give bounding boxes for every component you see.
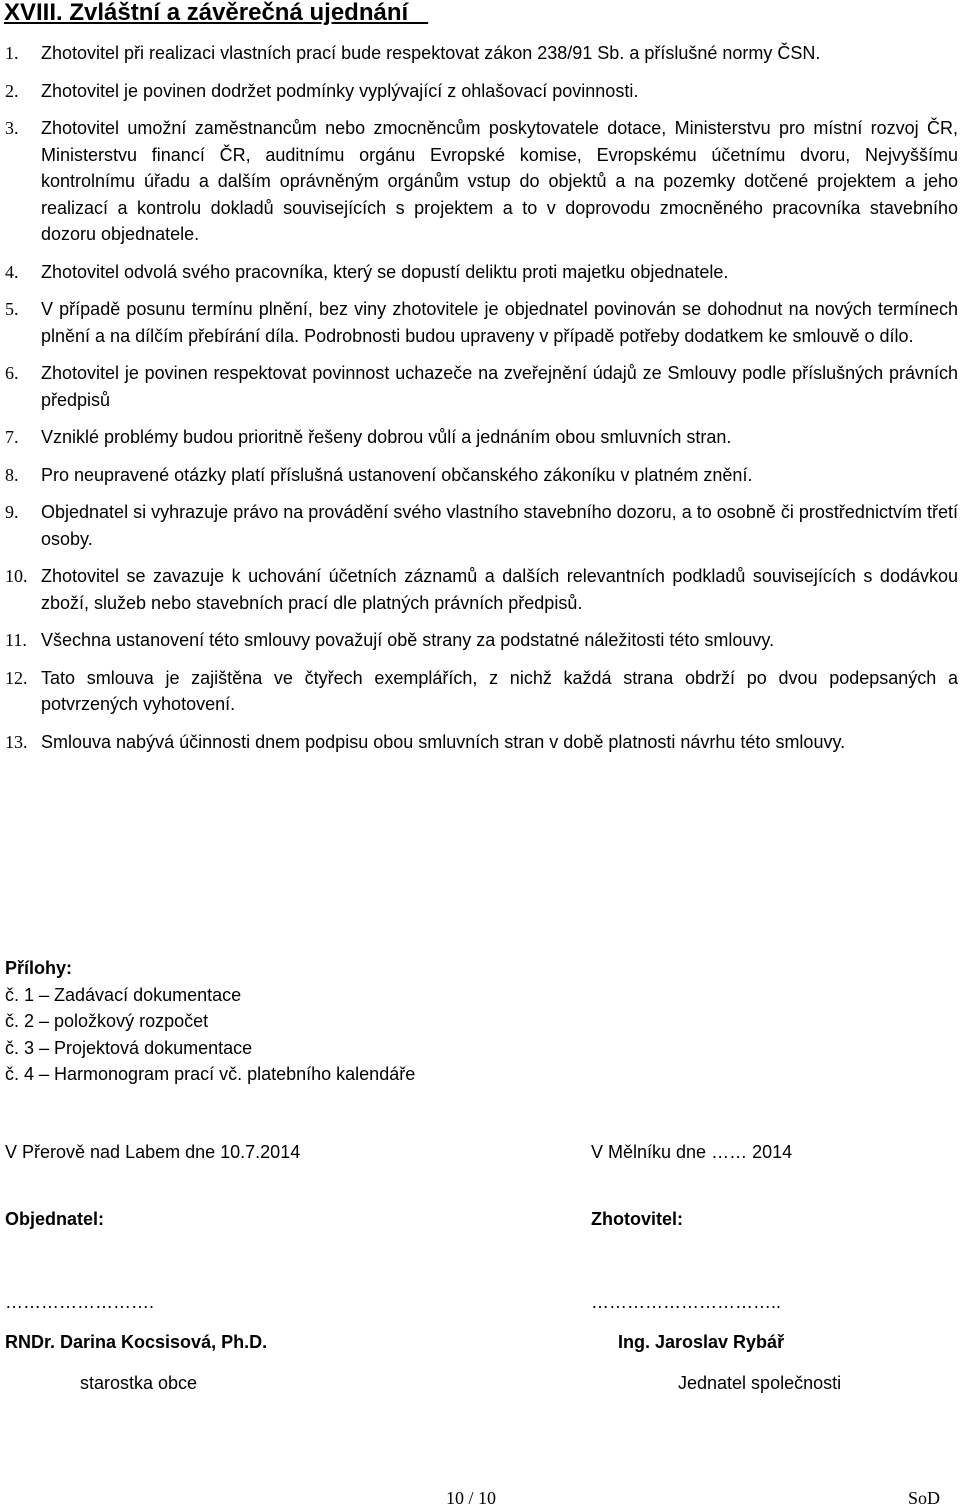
clause-item bbox=[0, 40, 960, 67]
clause-text: Tato smlouva je zajištěna ve čtyřech exemplářích, z nichž každá strana obdrží po dvou podepsaných a potvrzených vyhotovení. bbox=[41, 667, 958, 714]
clause-number: 8. bbox=[5, 464, 19, 485]
annex-block bbox=[5, 955, 415, 1088]
annex-item: č. 2 – položkový rozpočet bbox=[5, 1011, 209, 1031]
clause-number: 1. bbox=[5, 43, 19, 63]
right-signature-line: ………………………….. bbox=[591, 1292, 782, 1312]
right-signatory-title: Jednatel společnosti bbox=[678, 1373, 842, 1393]
clause-text: Zhotovitel je povinen dodržet podmínky vyplývající z ohlašovací povinnosti. bbox=[41, 80, 639, 101]
clause-item bbox=[0, 296, 960, 349]
left-signature-line: ……………………. bbox=[5, 1292, 155, 1312]
clause-number: 4. bbox=[5, 261, 19, 282]
clause-text: Zhotovitel při realizaci vlastních prací bude respektovat zákon 238/91 Sb. a příslušné normy ČSN. bbox=[41, 43, 821, 63]
clause-text: Smlouva nabývá účinnosti dnem podpisu obou smluvních stran v době platnosti návrhu této smlouvy. bbox=[41, 731, 846, 752]
clause-item bbox=[0, 627, 960, 654]
clause-item bbox=[0, 424, 960, 451]
section-title: XVIII. Zvláštní a závěrečná ujednání bbox=[4, 0, 429, 26]
page-number: 10 / 10 bbox=[446, 1488, 497, 1508]
clause-item bbox=[0, 360, 960, 413]
clause-number: 5. bbox=[5, 299, 19, 319]
left-signatory-title: starostka obce bbox=[80, 1373, 198, 1393]
clause-text: Vzniklé problémy budou prioritně řešeny dobrou vůlí a jednáním obou smluvních stran. bbox=[41, 427, 732, 447]
annex-item: č. 4 – Harmonogram prací vč. platebního kalendáře bbox=[5, 1064, 416, 1084]
clause-number: 11. bbox=[5, 630, 27, 650]
clause-item bbox=[0, 115, 960, 248]
clause-item bbox=[0, 259, 960, 286]
annex-title: Přílohy: bbox=[5, 958, 73, 978]
right-role: Zhotovitel: bbox=[591, 1209, 683, 1229]
left-role: Objednatel: bbox=[5, 1209, 105, 1229]
clause-text: Objednatel si vyhrazuje právo na provádění svého vlastního stavebního dozoru, a to osobně či prostřednictvím třetí osoby. bbox=[41, 502, 958, 549]
clause-number: 13. bbox=[5, 731, 28, 752]
clause-text: Zhotovitel odvolá svého pracovníka, který se dopustí deliktu proti majetku objednatele. bbox=[41, 261, 729, 282]
annex-item: č. 3 – Projektová dokumentace bbox=[5, 1037, 253, 1058]
left-place-date: V Přerově nad Labem dne 10.7.2014 bbox=[5, 1142, 301, 1162]
clause-item bbox=[0, 729, 960, 756]
clause-list bbox=[0, 40, 960, 766]
clause-item bbox=[0, 462, 960, 489]
clause-text: V případě posunu termínu plnění, bez viny zhotovitele je objednatel povinován se dohodnut na nových termínech plnění a na dílčím přebírání díla. Podrobnosti budou upraveny v případě potřeby dodatkem ke smlouvě o dílo. bbox=[41, 299, 958, 346]
clause-text: Zhotovitel se zavazuje k uchování účetních záznamů a dalších relevantních podkladů souvisejících s dodávkou zboží, služeb nebo stavebních prací dle platných právních předpisů. bbox=[41, 566, 958, 613]
clause-number: 2. bbox=[5, 80, 19, 101]
clause-number: 6. bbox=[5, 363, 19, 383]
clause-number: 12. bbox=[5, 667, 28, 688]
right-signatory-name: Ing. Jaroslav Rybář bbox=[618, 1332, 785, 1352]
clause-number: 9. bbox=[5, 502, 19, 522]
right-place-date: V Mělníku dne …… 2014 bbox=[591, 1142, 793, 1162]
clause-text: Pro neupravené otázky platí příslušná ustanovení občanského zákoníku v platném znění. bbox=[41, 464, 753, 485]
document-code: SoD bbox=[908, 1488, 941, 1508]
left-signatory-name: RNDr. Darina Kocsisová, Ph.D. bbox=[5, 1332, 268, 1352]
annex-item: č. 1 – Zadávací dokumentace bbox=[5, 984, 242, 1005]
clause-number: 3. bbox=[5, 118, 19, 138]
clause-item bbox=[0, 499, 960, 552]
clause-item bbox=[0, 563, 960, 616]
clause-text: Zhotovitel umožní zaměstnancům nebo zmocněncům poskytovatele dotace, Ministerstvu pro místní rozvoj ČR, Ministerstvu financí ČR, auditnímu orgánu Evropské komise, Evropskému účetnímu dvoru, Nejvyššímu kontrolnímu úřadu a dalším oprávněným orgánům vstup do objektů a na pozemky dotčené projektem a jeho realizací a kontrolu dokladů souvisejících s projektem a to v doprovodu zmocněného pracovníka stavebního dozoru objednatele. bbox=[41, 118, 958, 244]
clause-text: Zhotovitel je povinen respektovat povinnost uchazeče na zveřejnění údajů ze Smlouvy podle příslušných právních předpisů bbox=[41, 363, 958, 410]
clause-number: 7. bbox=[5, 427, 19, 447]
clause-text: Všechna ustanovení této smlouvy považují obě strany za podstatné náležitosti této smlouvy. bbox=[41, 630, 775, 650]
clause-item bbox=[0, 78, 960, 105]
clause-item bbox=[0, 665, 960, 718]
clause-number: 10. bbox=[5, 566, 28, 586]
